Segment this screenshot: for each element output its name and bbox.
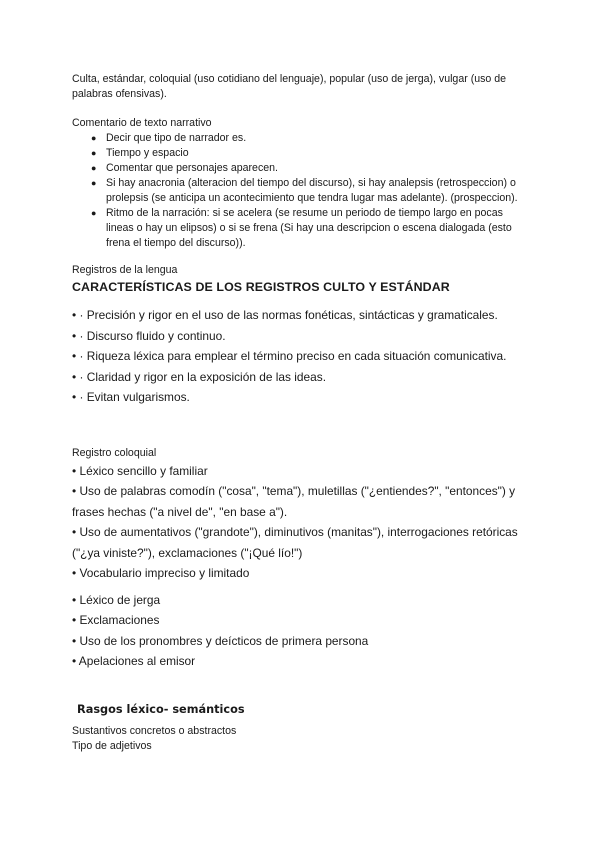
- rasgos-line: Tipo de adjetivos: [72, 739, 152, 752]
- rasgos-line: Sustantivos concretos o abstractos: [72, 724, 237, 737]
- bullet-icon: ●: [91, 133, 97, 143]
- rasgos-title: Rasgos léxico- semánticos: [77, 702, 245, 716]
- bullet-icon: ●: [91, 178, 97, 188]
- bullet-icon: ●: [91, 163, 97, 173]
- registros-item: • · Evitan vulgarismos.: [72, 390, 190, 404]
- registros-item: • · Claridad y rigor en la exposición de las ideas.: [72, 369, 326, 384]
- list-item: ● Decir que tipo de narrador es.: [91, 132, 247, 144]
- narrativo-title: Comentario de texto narrativo: [72, 117, 212, 129]
- coloquial-item: • Léxico sencillo y familiar: [72, 463, 208, 478]
- intro-paragraph: Culta, estándar, coloquial (uso cotidiano del lenguaje), popular (uso de jerga), vulgar (uso de palabras ofensivas).: [72, 73, 507, 100]
- coloquial-title: Registro coloquial: [72, 446, 157, 459]
- registros-item: • · Discurso fluido y continuo.: [72, 328, 226, 343]
- document-page: [72, 72, 532, 754]
- bullet-icon: ●: [91, 148, 97, 158]
- list-item: ● Comentar que personajes aparecen.: [91, 162, 278, 174]
- coloquial-item: • Léxico de jerga: [72, 592, 161, 607]
- registros-item: • · Riqueza léxica para emplear el término preciso en cada situación comunicativa.: [72, 349, 507, 363]
- list-item: ● Si hay anacronia (alteracion del tiempo del discurso), si hay analepsis (retrospeccion) o prolepsis (se anticipa un acontecimiento que tendra lugar mas adelante). (prospeccion).: [91, 177, 518, 204]
- coloquial-item: • Apelaciones al emisor: [72, 654, 196, 668]
- coloquial-item: • Uso de los pronombres y deícticos de primera persona: [72, 633, 369, 648]
- registros-label: Registros de la lengua: [72, 264, 178, 276]
- list-item: ● Tiempo y espacio: [91, 147, 189, 159]
- registros-item: • · Precisión y rigor en el uso de las normas fonéticas, sintácticas y gramaticales.: [72, 308, 498, 322]
- coloquial-item: • Uso de palabras comodín ("cosa", "tema"), muletillas ("¿entiendes?", "entonces") y frases hechas ("a nivel de", "en base a").: [72, 484, 516, 519]
- registros-heading: CARACTERÍSTICAS DE LOS REGISTROS CULTO Y ESTÁNDAR: [72, 280, 450, 294]
- list-item: ● Ritmo de la narración: si se acelera (se resume un periodo de tiempo largo en pocas lineas o hay un elipsos) o si se frena (Si hay una descripcion o escena dialogada (esto frena el tiempo del discurso)).: [91, 207, 512, 249]
- coloquial-item: • Uso de aumentativos ("grandote"), diminutivos (manitas"), interrogaciones retóricas ("¿ya viniste?"), exclamaciones ("¡Qué lío!"): [72, 525, 518, 560]
- coloquial-item: • Vocabulario impreciso y limitado: [72, 566, 250, 580]
- coloquial-item: • Exclamaciones: [72, 613, 160, 627]
- bullet-icon: ●: [91, 208, 97, 218]
- narrativo-list: [72, 131, 532, 251]
